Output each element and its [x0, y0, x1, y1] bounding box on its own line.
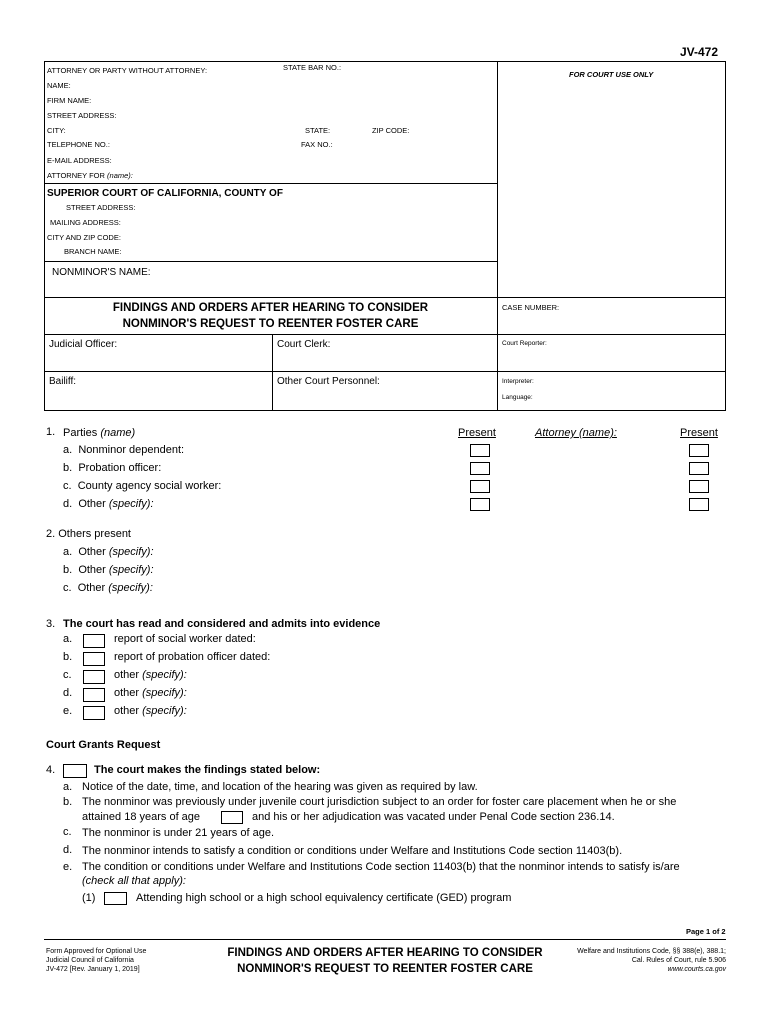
- item-letter: b.: [63, 564, 73, 576]
- nonminor-name-label[interactable]: NONMINOR'S NAME:: [52, 267, 151, 278]
- section3-item-d-text: [114, 687, 187, 699]
- language-label[interactable]: Language:: [502, 394, 533, 401]
- header-top-border: [44, 61, 726, 62]
- form-title-line1: FINDINGS AND ORDERS AFTER HEARING TO CONSIDER: [112, 302, 429, 314]
- street-address-label[interactable]: STREET ADDRESS:: [47, 111, 117, 120]
- court-street-address-label[interactable]: STREET ADDRESS:: [66, 203, 136, 212]
- section1-item-a: [63, 444, 184, 456]
- section2-item-b: [63, 564, 154, 576]
- attorney-for-name-hint: (name):: [107, 171, 133, 180]
- footer-approval-line1: Form Approved for Optional Use: [46, 948, 147, 955]
- section2-item-a: [63, 546, 154, 558]
- footer-code-citation: Welfare and Institutions Code, §§ 388(e), 388.1;: [577, 948, 726, 955]
- item-text: County agency social worker:: [77, 480, 222, 492]
- court-grants-heading: Court Grants Request: [46, 739, 161, 751]
- page-number: Page 1 of 2: [686, 927, 726, 936]
- section3-letter-c: c.: [63, 669, 72, 681]
- attorney-for-text: ATTORNEY FOR: [47, 171, 105, 180]
- item-text: Other: [78, 498, 106, 510]
- section3-label: The court has read and considered and admits into evidence: [63, 618, 381, 630]
- item-hint: (specify):: [142, 705, 187, 717]
- section2-item-c: [63, 582, 153, 594]
- other-evidence-d-checkbox[interactable]: [83, 688, 105, 702]
- section4-item-b-text: The nonminor was previously under juvenile court jurisdiction subject to an order for foster care placement when he or she: [82, 796, 677, 808]
- item-text: Probation officer:: [78, 462, 162, 474]
- section4-item-a-text: Notice of the date, time, and location of the hearing was given as required by law.: [82, 781, 478, 793]
- section1-item-c: [63, 480, 221, 492]
- zip-code-label[interactable]: ZIP CODE:: [372, 126, 410, 135]
- section1-label: [63, 427, 135, 439]
- section3-item-a-text: report of social worker dated:: [114, 633, 256, 645]
- item-letter: c.: [63, 582, 72, 594]
- attorney-or-party-label: ATTORNEY OR PARTY WITHOUT ATTORNEY:: [47, 66, 208, 75]
- section4-item-b-line2b: and his or her adjudication was vacated under Penal Code section 236.14.: [252, 811, 615, 823]
- court-reporter-label[interactable]: Court Reporter:: [502, 340, 547, 347]
- form-number: JV-472: [680, 45, 719, 59]
- item-letter: a.: [63, 546, 73, 558]
- section4-letter-e: e.: [63, 861, 73, 873]
- present-column-header: Present: [458, 427, 496, 439]
- form-title-line2: NONMINOR'S REQUEST TO REENTER FOSTER CARE: [122, 318, 419, 330]
- party-d-present-checkbox[interactable]: [470, 498, 490, 511]
- court-branch-name-label[interactable]: BRANCH NAME:: [64, 247, 122, 256]
- officers-column-divider: [272, 334, 273, 410]
- item-letter: a.: [63, 444, 73, 456]
- email-label[interactable]: E-MAIL ADDRESS:: [47, 156, 112, 165]
- section4-sub1-text: Attending high school or a high school equivalency certificate (GED) program: [136, 892, 512, 904]
- case-number-label[interactable]: CASE NUMBER:: [502, 303, 560, 312]
- section4-item-b-line2a: attained 18 years of age: [82, 811, 201, 823]
- section3-letter-d: d.: [63, 687, 73, 699]
- section4-letter-b: b.: [63, 796, 73, 808]
- court-name-divider: [44, 261, 497, 262]
- firm-name-label[interactable]: FIRM NAME:: [47, 96, 92, 105]
- section4-sub1-number: (1): [82, 892, 96, 904]
- probation-report-checkbox[interactable]: [83, 652, 105, 666]
- social-worker-report-checkbox[interactable]: [83, 634, 105, 648]
- attorney-b-present-checkbox[interactable]: [689, 462, 709, 475]
- footer-website-link[interactable]: www.courts.ca.gov: [667, 966, 726, 973]
- bailiff-label[interactable]: Bailiff:: [49, 376, 77, 387]
- state-bar-label: STATE BAR NO.:: [283, 63, 342, 72]
- section2-label: 2. Others present: [46, 528, 131, 540]
- item-hint: (specify):: [142, 687, 187, 699]
- section1-item-b: [63, 462, 161, 474]
- footer-approval-line2: Judicial Council of California: [46, 957, 134, 964]
- section4-item-e-line2: (check all that apply):: [82, 875, 186, 887]
- party-c-present-checkbox[interactable]: [470, 480, 490, 493]
- section3-item-b-text: report of probation officer dated:: [114, 651, 271, 663]
- city-label[interactable]: CITY:: [47, 126, 66, 135]
- party-b-present-checkbox[interactable]: [470, 462, 490, 475]
- judicial-officer-label[interactable]: Judicial Officer:: [49, 339, 118, 350]
- item-letter: c.: [63, 480, 72, 492]
- section4-letter-c: c.: [63, 826, 72, 838]
- officers-middle-border: [44, 371, 726, 372]
- footer-rule: [44, 939, 726, 940]
- item-hint: (specify):: [108, 498, 154, 510]
- party-a-present-checkbox[interactable]: [470, 444, 490, 457]
- item-hint: (specify):: [142, 669, 187, 681]
- section4-item-c-text: The nonminor is under 21 years of age.: [82, 827, 275, 839]
- item-text: Nonminor dependent:: [78, 444, 185, 456]
- item-text: other: [114, 687, 140, 699]
- section1-number: 1.: [46, 426, 56, 438]
- item-hint: (specify):: [108, 582, 153, 594]
- section3-item-e-text: [114, 705, 187, 717]
- attorney-c-present-checkbox[interactable]: [689, 480, 709, 493]
- item-letter: b.: [63, 462, 73, 474]
- item-hint: (specify):: [108, 546, 154, 558]
- court-mailing-address-label[interactable]: MAILING ADDRESS:: [50, 218, 121, 227]
- section3-letter-e: e.: [63, 705, 73, 717]
- item-text: Other: [77, 582, 106, 594]
- item-hint: (specify):: [108, 564, 154, 576]
- other-evidence-c-checkbox[interactable]: [83, 670, 105, 684]
- header-left-border: [44, 61, 45, 410]
- other-evidence-e-checkbox[interactable]: [83, 706, 105, 720]
- section3-letter-a: a.: [63, 633, 73, 645]
- section3-item-c-text: [114, 669, 187, 681]
- title-bottom-border: [44, 334, 726, 335]
- state-label[interactable]: STATE:: [305, 126, 331, 135]
- item-letter: d.: [63, 498, 73, 510]
- court-heading: SUPERIOR COURT OF CALIFORNIA, COUNTY OF: [47, 188, 283, 199]
- section1-label-hint: (name): [100, 427, 136, 439]
- attorney-d-present-checkbox[interactable]: [689, 498, 709, 511]
- fax-label[interactable]: FAX NO.:: [301, 140, 333, 149]
- ged-program-checkbox[interactable]: [104, 892, 127, 905]
- attorney-court-divider: [44, 183, 497, 184]
- footer-rule-citation: Cal. Rules of Court, rule 5.906: [631, 957, 726, 964]
- court-clerk-label[interactable]: Court Clerk:: [277, 339, 331, 350]
- section4-item-e-text: The condition or conditions under Welfare and Institutions Code section 11403(b) that the nonminor intends to satisfy is/are: [82, 861, 680, 873]
- footer-title-line2: NONMINOR'S REQUEST TO REENTER FOSTER CARE: [237, 963, 533, 975]
- section4-checkbox[interactable]: [63, 764, 87, 778]
- item-text: other: [114, 669, 140, 681]
- attorney-for-label[interactable]: [47, 171, 133, 180]
- footer-form-revision: JV-472 [Rev. January 1, 2019]: [46, 966, 140, 973]
- telephone-label[interactable]: TELEPHONE NO.:: [47, 140, 110, 149]
- name-label[interactable]: NAME:: [47, 81, 71, 90]
- court-city-zip-label[interactable]: CITY AND ZIP CODE:: [47, 233, 121, 242]
- item-text: Other: [78, 546, 106, 558]
- item-text: other: [114, 705, 140, 717]
- footer-title-line1: FINDINGS AND ORDERS AFTER HEARING TO CONSIDER: [227, 947, 543, 959]
- header-right-border: [725, 61, 726, 410]
- section3-number: 3.: [46, 618, 56, 630]
- attorney-a-present-checkbox[interactable]: [689, 444, 709, 457]
- attorney-column-header: Attorney (name):: [535, 427, 617, 439]
- section1-item-d: [63, 498, 154, 510]
- section4-number: 4.: [46, 764, 56, 776]
- item-text: Other: [78, 564, 106, 576]
- section4-item-d-text: The nonminor intends to satisfy a condition or conditions under Welfare and Institutions Code section 11403(b).: [82, 845, 623, 857]
- title-top-border: [44, 297, 726, 298]
- section3-letter-b: b.: [63, 651, 73, 663]
- section4-letter-a: a.: [63, 781, 73, 793]
- interpreter-label[interactable]: Interpreter:: [502, 378, 534, 385]
- section4-letter-d: d.: [63, 844, 73, 856]
- header-bottom-border: [44, 410, 726, 411]
- header-divider: [497, 61, 498, 410]
- age-18-checkbox[interactable]: [221, 811, 243, 824]
- other-court-personnel-label[interactable]: Other Court Personnel:: [277, 376, 380, 387]
- section4-label: The court makes the findings stated below:: [94, 764, 321, 776]
- for-court-use-only: FOR COURT USE ONLY: [569, 70, 654, 79]
- present-column-header-2: Present: [680, 427, 718, 439]
- section1-label-text: Parties: [63, 427, 98, 439]
